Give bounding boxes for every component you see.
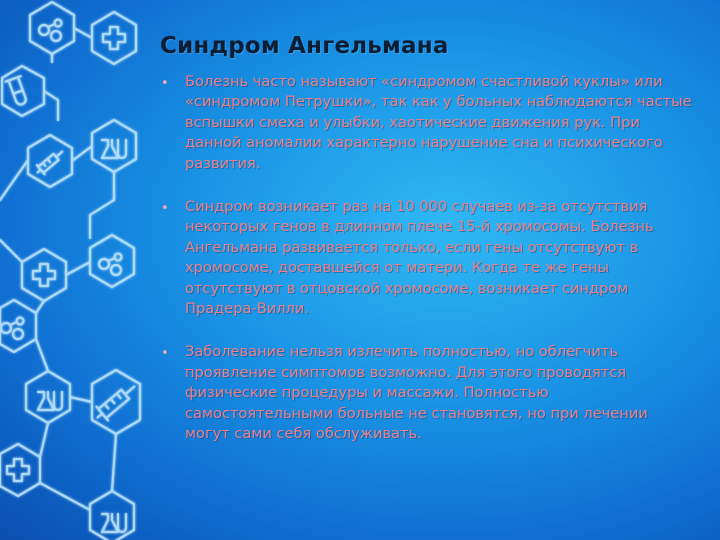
- bullet-marker: •: [161, 346, 169, 362]
- slide-title: Синдром Ангельмана: [160, 33, 449, 59]
- bullet-list: [155, 72, 695, 445]
- bullet-item: [155, 197, 695, 319]
- bullet-marker: •: [161, 76, 169, 91]
- plus-icon: [7, 459, 29, 481]
- molecule-icon: [39, 20, 62, 42]
- flask-icon: [102, 514, 126, 532]
- bullet-text: Заболевание нельзя излечить полностью, но облегчить проявление симптомов возможно. Для этого проводятся физические процедуры и массажи. Полностью самостоятельными больные не становятся, но при лечении могут сами себя обслуживать.: [185, 343, 648, 443]
- bullet-marker: •: [161, 201, 169, 217]
- flask-icon: [102, 140, 126, 158]
- flask-icon: [38, 392, 62, 410]
- molecule-icon: [1, 318, 24, 340]
- test-tube-icon: [6, 76, 30, 107]
- plus-icon: [103, 27, 125, 49]
- bullet-text: Болезнь часто называют «синдромом счастливой куклы» или «синдромом Петрушки», так как у больных наблюдаются частые вспышки смеха и улыбки, хаотические движения рук. При данной аномалии характерно нарушение сна и психического развития.: [185, 73, 692, 172]
- plus-icon: [33, 264, 55, 286]
- bullet-text: Синдром возникает раз на 10 000 случаев из-за отсутствия некоторых генов в длинном плече 15-й хромосомы. Болезнь Ангельмана развивается только, если гены отсутствуют в хромосоме, доставшейся от матери. Когда те же гены отсутствуют в отцовской хромосоме, возникает синдром Прадера-Вилли.: [185, 198, 654, 318]
- syringe-icon: [92, 380, 140, 425]
- bullet-item: [155, 72, 695, 174]
- syringe-icon: [34, 147, 66, 177]
- bullet-item: [155, 342, 695, 444]
- molecule-icon: [99, 254, 122, 276]
